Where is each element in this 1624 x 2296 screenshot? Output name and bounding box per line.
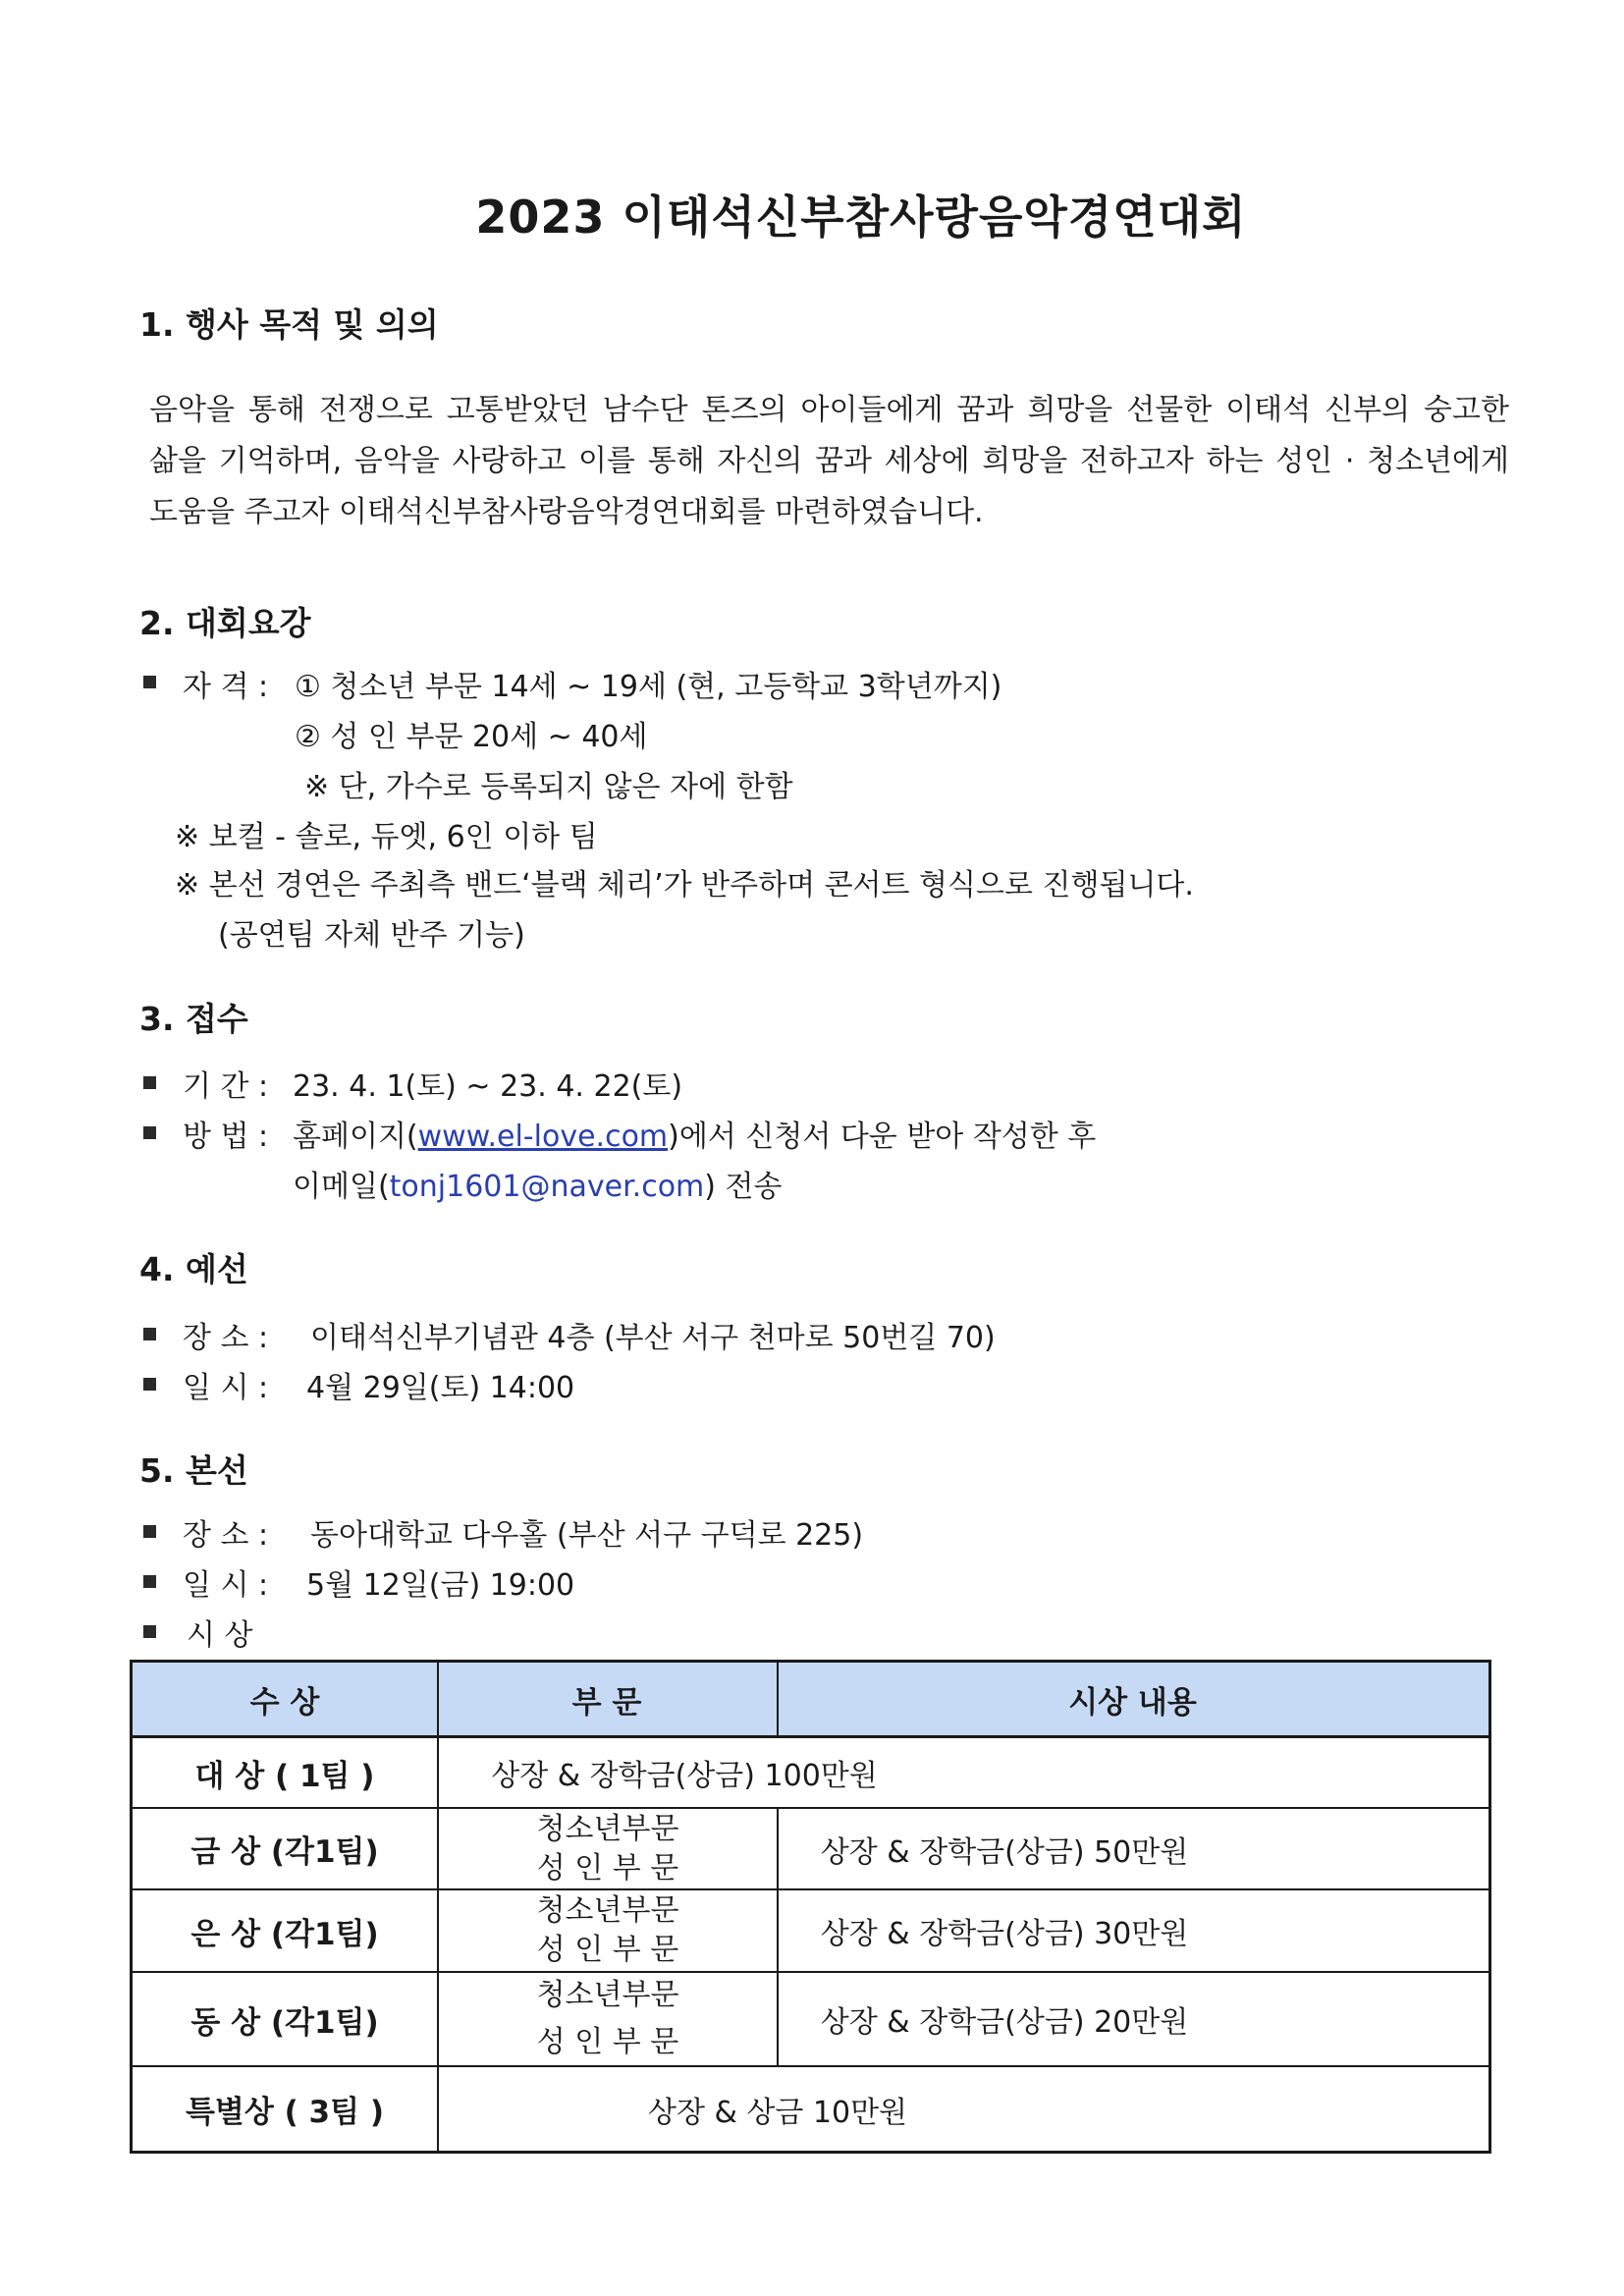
section5-heading: 5. 본선 (139, 1451, 248, 1490)
period-value: 23. 4. 1(토) ~ 23. 4. 22(토) (293, 1069, 683, 1104)
content-grand: 상장 & 장학금(상금) 100만원 (491, 1759, 878, 1793)
section3-heading: 3. 접수 (139, 1000, 248, 1038)
division-adult: 성 인 부 문 (536, 2025, 679, 2059)
section4-heading: 4. 예선 (139, 1250, 248, 1288)
qual-adult: ② 성 인 부문 20세 ~ 40세 (295, 720, 648, 754)
header-award: 수 상 (133, 1663, 437, 1735)
final-date-value: 5월 12일(금) 19:00 (306, 1568, 575, 1603)
header-content: 시상 내용 (777, 1663, 1489, 1735)
email-pre: 이메일( (293, 1170, 390, 1204)
bullet-icon (143, 1575, 156, 1588)
award-label: 시 상 (187, 1618, 253, 1653)
final-place-value: 동아대학교 다우홀 (부산 서구 구덕로 225) (310, 1518, 864, 1553)
awards-table (130, 1660, 1491, 2154)
period-label: 기 간 : (183, 1069, 269, 1104)
email-line (293, 1162, 782, 1205)
division-silver (439, 1890, 777, 1971)
section1-body: 음악을 통해 전쟁으로 고통받았던 남수단 톤즈의 아이들에게 꿈과 희망을 선물한 이태석 신부의 숭고한 삶을 기억하며, 음악을 사랑하고 이를 통해 자신의 꿈과 세상에 희망을 전하고자 하는 성인 · 청소년에게 도움을 주고자 이태석신부참사랑음악경연대회를 마련하였습니다. (149, 393, 1509, 529)
qual-note: ※ 단, 가수로 등록되지 않은 자에 한함 (304, 770, 793, 804)
division-adult: 성 인 부 문 (536, 1933, 679, 1967)
table-rule (777, 1663, 779, 1735)
bullet-icon (143, 1625, 156, 1638)
note-final-2: (공연팀 자체 반주 기능) (218, 918, 525, 953)
qual-youth: ① 청소년 부문 14세 ~ 19세 (현, 고등학교 3학년까지) (295, 670, 1002, 704)
bullet-icon (143, 1328, 156, 1340)
content-gold: 상장 & 장학금(상금) 50만원 (820, 1834, 1189, 1870)
method-line (293, 1112, 1096, 1155)
award-silver: 은 상 (각1팀) (190, 1916, 379, 1952)
content-special: 상장 & 상금 10만원 (647, 2095, 908, 2130)
method-pre: 홈페이지( (293, 1120, 418, 1154)
homepage-link[interactable]: www.el-love.com (417, 1120, 669, 1154)
final-place-label: 장 소 : (183, 1518, 269, 1553)
email-address[interactable]: tonj1601@naver.com (389, 1170, 705, 1204)
award-bronze: 동 상 (각1팀) (190, 2004, 379, 2041)
division-youth: 청소년부문 (536, 1978, 679, 2012)
qual-label: 자 격 : (183, 670, 269, 704)
section1-heading: 1. 행사 목적 및 의의 (139, 305, 439, 344)
method-post: )에서 신청서 다운 받아 작성한 후 (668, 1120, 1097, 1154)
division-gold (439, 1809, 777, 1888)
final-date-label: 일 시 : (183, 1568, 269, 1603)
bullet-icon (143, 1076, 156, 1089)
award-special: 특별상 ( 3팀 ) (185, 2095, 385, 2130)
prelim-date-label: 일 시 : (183, 1371, 269, 1405)
email-post: ) 전송 (704, 1170, 783, 1204)
content-silver: 상장 & 장학금(상금) 30만원 (820, 1917, 1189, 1951)
note-final: ※ 본선 경연은 주최측 밴드‘블랙 체리’가 반주하며 콘서트 형식으로 진행됩니다. (175, 868, 1194, 902)
division-bronze (439, 1973, 777, 2065)
bullet-icon (143, 1378, 156, 1391)
award-gold: 금 상 (각1팀) (190, 1834, 379, 1870)
prelim-place-value: 이태석신부기념관 4층 (부산 서구 천마로 50번길 70) (310, 1321, 996, 1355)
division-adult: 성 인 부 문 (536, 1850, 679, 1886)
header-division: 부 문 (437, 1663, 777, 1735)
section2-heading: 2. 대회요강 (139, 604, 311, 642)
division-youth: 청소년부문 (536, 1811, 679, 1846)
prelim-date-value: 4월 29일(토) 14:00 (306, 1371, 575, 1405)
division-youth: 청소년부문 (536, 1893, 679, 1928)
prelim-place-label: 장 소 : (183, 1321, 269, 1355)
award-grand: 대 상 ( 1팀 ) (194, 1758, 375, 1794)
content-bronze: 상장 & 장학금(상금) 20만원 (820, 2005, 1189, 2040)
bullet-icon (143, 1525, 156, 1538)
method-label: 방 법 : (183, 1120, 269, 1154)
note-vocal: ※ 보컬 - 솔로, 듀엣, 6인 이하 팀 (175, 820, 598, 854)
bullet-icon (143, 1126, 156, 1139)
bullet-icon (143, 676, 156, 688)
page-title: 2023 이태석신부참사랑음악경연대회 (475, 191, 1247, 244)
